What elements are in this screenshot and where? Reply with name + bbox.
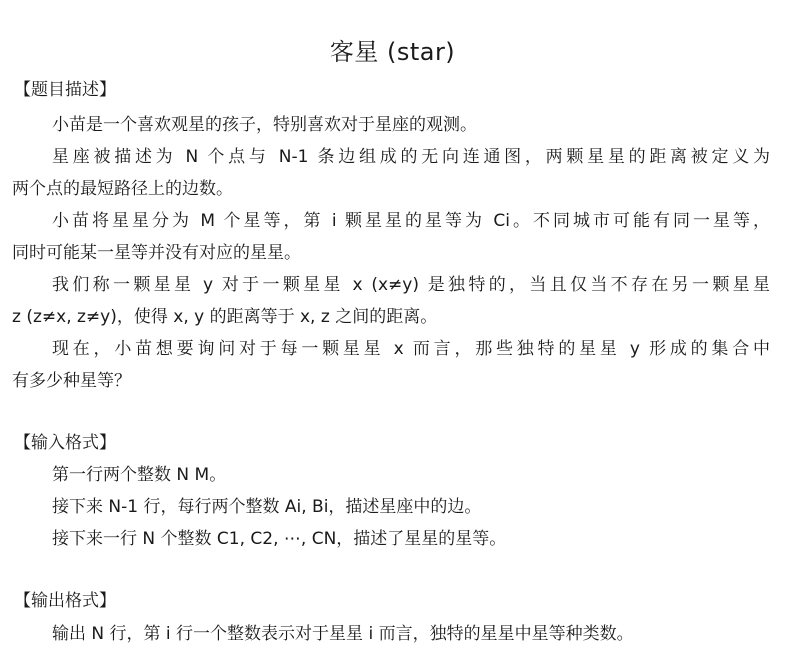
- description-line: 有多少种星等？: [12, 371, 131, 391]
- description-line: z (z≠x, z≠y)，使得 x, y 的距离等于 x, z 之间的距离。: [12, 307, 438, 327]
- output-line: 输出 N 行，第 i 行一个整数表示对于星星 i 而言，独特的星星中星等种类数。: [52, 624, 634, 644]
- description-line: 同时可能某一星等并没有对应的星星。: [12, 243, 301, 263]
- description-line: 小苗是一个喜欢观星的孩子，特别喜欢对于星座的观测。: [52, 115, 477, 135]
- problem-title: 客星 (star): [329, 38, 456, 66]
- description-line: [52, 209, 770, 233]
- description-line: [52, 145, 770, 169]
- input-line: 接下来一行 N 个整数 C1, C2, ⋯, CN，描述了星星的星等。: [52, 529, 507, 549]
- description-heading: 【题目描述】: [14, 80, 116, 100]
- input-heading: 【输入格式】: [14, 433, 116, 453]
- description-line: [52, 337, 770, 361]
- description-line: 两个点的最短路径上的边数。: [12, 179, 233, 199]
- description-line-text: 现在，小苗想要询问对于每一颗星星 x 而言，那些独特的星星 y 形成的集合中: [52, 339, 770, 359]
- input-line: 第一行两个整数 N M。: [52, 465, 227, 485]
- description-line-text: 星座被描述为 N 个点与 N-1 条边组成的无向连通图，两颗星星的距离被定义为: [52, 147, 770, 167]
- description-line-text: 小苗将星星分为 M 个星等，第 i 颗星星的星等为 Ci。不同城市可能有同一星等，: [52, 211, 770, 231]
- output-heading: 【输出格式】: [14, 591, 116, 611]
- input-line: 接下来 N-1 行，每行两个整数 Ai, Bi，描述星座中的边。: [52, 497, 482, 517]
- description-line: [52, 273, 770, 297]
- description-line-text: 我们称一颗星星 y 对于一颗星星 x (x≠y) 是独特的，当且仅当不存在另一颗星星: [52, 275, 770, 295]
